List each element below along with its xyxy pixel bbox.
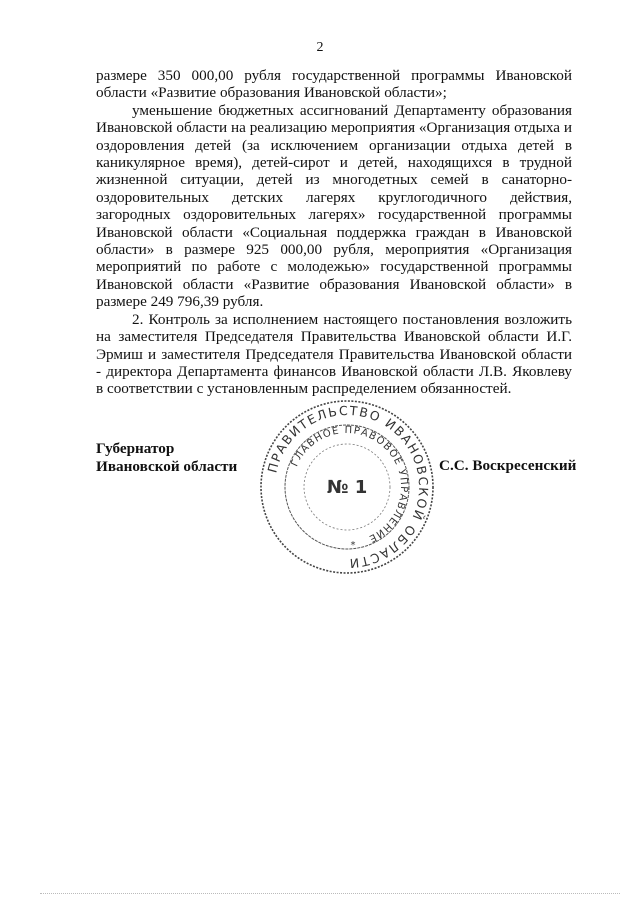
document-body: [96, 67, 572, 398]
scan-edge-artifact: [40, 893, 620, 895]
seal-inner-text: ГЛАВНОЕ ПРАВОВОЕ УПРАВЛЕНИЕ: [289, 424, 410, 545]
signatory-name: С.С. Воскресенский: [439, 457, 577, 474]
signatory-title-line1: Губернатор: [96, 440, 175, 457]
signatory-title: [96, 440, 237, 476]
seal-star: *: [350, 540, 356, 551]
paragraph-control-clause: 2. Контроль за исполнением настоящего постановления возложить на заместителя Председателя Правительства Ивановской области И.Г. Эрмиш и заместителя Председателя Правительства Ивановской области - директора Департамента финансов Ивановской области Л.В. Яковлеву в соответствии с установленным распределением обязанностей.: [96, 310, 572, 398]
official-seal-stamp: [257, 398, 437, 576]
paragraph-budget-reduction: уменьшение бюджетных ассигнований Департаменту образования Ивановской области на реализацию мероприятия «Организация отдыха и оздоровления детей (за исключением организации отдыха детей в каникулярное время), детей-сирот и детей, находящихся в трудной жизненной ситуации, детей из многодетных семей в санаторно-оздоровительных детских лагерях круглогодичного действия, загородных оздоровительных лагерях» государственной программы Ивановской области «Социальная поддержка граждан в Ивановской области» в размере 925 000,00 рубля, мероприятия «Организация мероприятий по работе с молодежью» государственной программы Ивановской области «Развитие образования Ивановской области» в размере 249 796,39 рубля.: [96, 101, 572, 311]
seal-outer-text: ПРАВИТЕЛЬСТВО ИВАНОВСКОЙ ОБЛАСТИ: [264, 402, 432, 572]
seal-number: № 1: [326, 477, 368, 498]
page-number: 2: [316, 40, 324, 55]
signatory-title-line2: Ивановской области: [96, 458, 238, 475]
paragraph-continuation: размере 350 000,00 рубля государственной программы Ивановской области «Развитие образования Ивановской области»;: [96, 67, 572, 102]
seal-graphic: [257, 398, 437, 576]
